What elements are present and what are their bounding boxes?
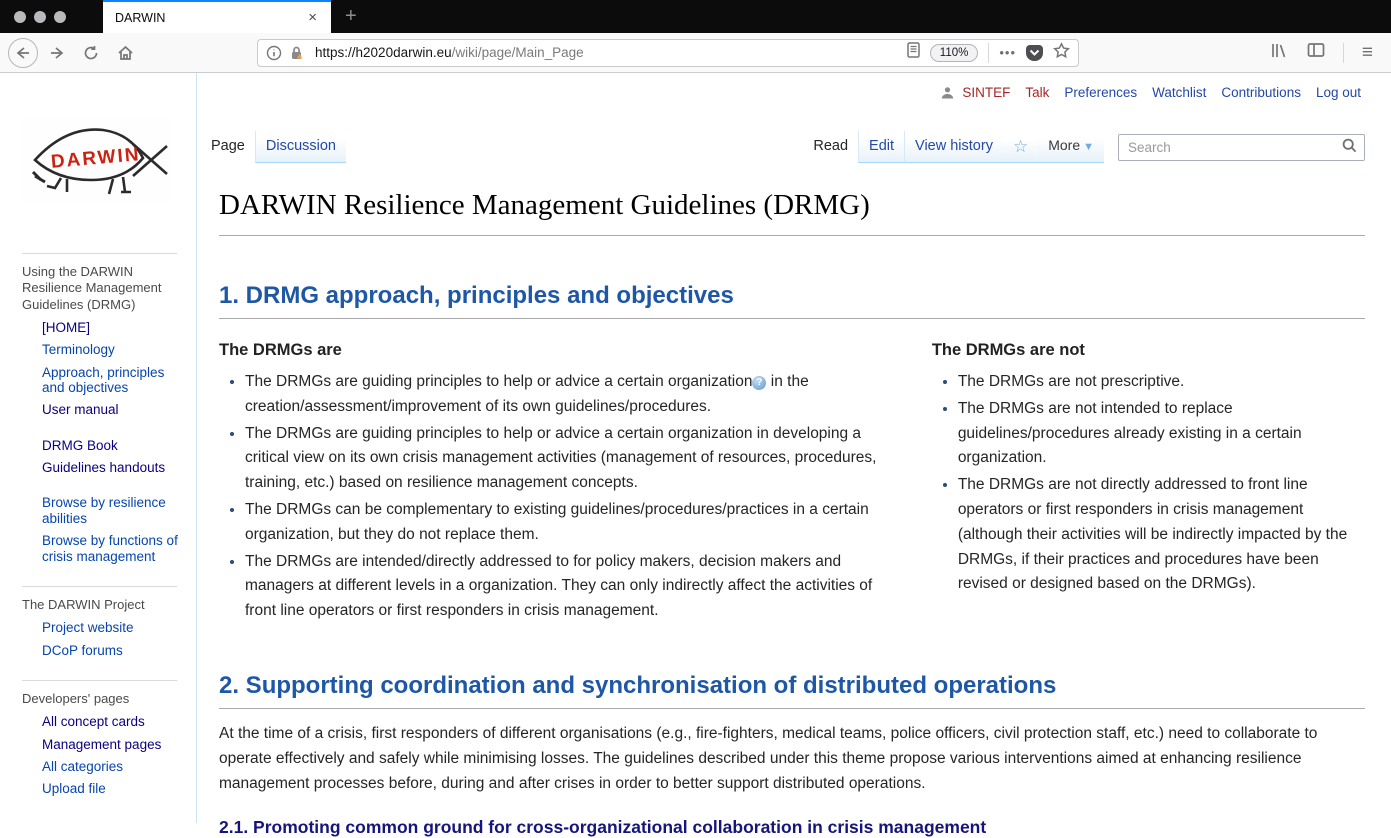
- menu-icon[interactable]: ≡: [1361, 42, 1373, 63]
- sidebar-divider: [22, 586, 177, 587]
- personal-link-preferences[interactable]: Preferences: [1064, 85, 1138, 100]
- section-2-paragraph: At the time of a crisis, first responders of different organisations (e.g., fire-fighters, medical teams, police officers, civil protection staff, etc.) need to collaborate to operate effectively and safely while minimising losses. The guidelines described under this theme propose various interventions aimed at enhancing resilience management processes before, during and after crises in order to better support distributed operations.: [219, 724, 1318, 793]
- more-menu-tab[interactable]: [1038, 129, 1104, 163]
- sidebar-item: [42, 460, 190, 475]
- page-info-icon[interactable]: [266, 45, 282, 61]
- sidebar-heading-using-the-darwin-resilience-ma: Using the DARWIN Resilience Management Guidelines (DRMG): [22, 264, 162, 312]
- drmgs-are-list: [219, 370, 907, 624]
- sidebar-link-group: [22, 620, 190, 658]
- personal-link-log-out[interactable]: Log out: [1315, 85, 1361, 100]
- back-button[interactable]: [8, 38, 38, 68]
- drmg-columns: [219, 333, 1365, 626]
- bullet-item: • The DRMGs are not intended to replace guidelines/procedures already existing in a certain organization.: [958, 397, 1365, 471]
- wiki-tabs-left: [201, 131, 346, 163]
- sidebar-divider: [22, 680, 177, 681]
- sidebar-link-management-pages[interactable]: Management pages: [42, 736, 162, 752]
- forward-button[interactable]: [42, 38, 72, 68]
- bullet-item: • The DRMGs can be complementary to existing guidelines/procedures/practices in a certain organization, but they do not replace them.: [245, 498, 907, 548]
- svg-text:DARWIN: DARWIN: [50, 144, 142, 173]
- tab-page[interactable]: Page: [201, 131, 255, 163]
- watch-star-tab[interactable]: ☆: [1003, 132, 1038, 163]
- sidebar-nav: [0, 253, 196, 797]
- url-domain: h2020darwin.eu: [355, 45, 452, 60]
- search-box[interactable]: [1118, 134, 1365, 161]
- new-tab-button[interactable]: +: [345, 5, 357, 27]
- url-bar[interactable]: [257, 39, 1079, 67]
- sidebar-toggle-icon[interactable]: [1307, 42, 1325, 63]
- section-2-1-heading: 2.1. Promoting common ground for cross-organizational collaboration in crisis management: [219, 817, 987, 838]
- drmgs-are-subheading: The DRMGs are: [219, 341, 342, 359]
- bullet-item: • The DRMGs are not prescriptive.: [958, 370, 1365, 395]
- wiki-page: [0, 73, 1391, 838]
- search-input[interactable]: [1126, 139, 1342, 156]
- sidebar-item: [42, 320, 190, 335]
- bullet-item: • The DRMGs are not directly addressed to front line operators or first responders in crisis management (although their activities will be indirectly impacted by the DRMGs, if their practices and procedures have been revised or designed based on the DRMGs).: [958, 473, 1365, 597]
- section-2-heading: 2. Supporting coordination and synchronisation of distributed operations: [219, 672, 1365, 709]
- sidebar-item: [42, 365, 190, 396]
- sidebar-link-project-website[interactable]: Project website: [42, 620, 134, 636]
- wiki-tabs-row: [201, 129, 1365, 163]
- sidebar-link-browse-by-functions-of-crisis-management[interactable]: Browse by functions of crisis management: [42, 533, 178, 564]
- article: [219, 189, 1365, 838]
- chevron-down-icon: ▼: [1083, 141, 1094, 153]
- sidebar-divider: [22, 253, 177, 254]
- user-icon: [941, 86, 954, 99]
- sidebar-link-approach-principles-and-objectives[interactable]: Approach, principles and objectives: [42, 364, 165, 395]
- reload-button[interactable]: [76, 38, 106, 68]
- sidebar-item: [42, 781, 190, 796]
- search-icon[interactable]: [1342, 138, 1357, 158]
- personal-bar-links: [962, 85, 1361, 100]
- sidebar-item: [42, 737, 190, 752]
- home-button[interactable]: [110, 38, 140, 68]
- sidebar-item: [42, 495, 190, 526]
- browser-tab-title: DARWIN: [115, 10, 166, 25]
- sidebar-item: [42, 643, 190, 658]
- sidebar-link-user-manual[interactable]: User manual: [42, 402, 119, 418]
- reader-mode-icon[interactable]: [907, 42, 920, 63]
- home-icon: [117, 45, 134, 61]
- window-zoom-button[interactable]: [54, 11, 66, 23]
- bullet-item: • The DRMGs are guiding principles to help or advice a certain organization in developing a critical view on its own crisis management activities (management of resources, procedures, training, etc.) based on resilience management concepts.: [245, 422, 907, 496]
- reload-icon: [83, 45, 99, 61]
- sidebar-item: [42, 714, 190, 729]
- drmgs-are-column: [219, 333, 907, 626]
- personal-bar: [941, 85, 1361, 100]
- url-text: [315, 45, 584, 60]
- sidebar-link-terminology[interactable]: Terminology: [42, 342, 115, 358]
- tab-read[interactable]: Read: [803, 131, 858, 163]
- sidebar-heading-developers-pages: Developers' pages: [22, 690, 130, 706]
- bullet-item: • The DRMGs are guiding principles to help or advice a certain organization ? in the creation/assessment/improvement of its own guidelines/procedures.: [245, 370, 907, 420]
- sidebar-item: [42, 533, 190, 564]
- darwin-fish-logo-image: [21, 118, 171, 200]
- page-actions-icon[interactable]: •••: [999, 45, 1016, 60]
- help-tooltip-icon[interactable]: ?: [752, 376, 766, 390]
- tab-edit[interactable]: Edit: [858, 131, 904, 163]
- window-close-button[interactable]: [14, 11, 26, 23]
- sidebar-link-guidelines-handouts[interactable]: Guidelines handouts: [42, 460, 166, 475]
- tab-view-history[interactable]: View history: [904, 131, 1003, 163]
- personal-link-contributions[interactable]: Contributions: [1221, 85, 1301, 100]
- browser-tab-bar: [0, 0, 1391, 33]
- pocket-icon[interactable]: [1026, 45, 1043, 61]
- sidebar-link-dcop-forums[interactable]: DCoP forums: [42, 642, 123, 658]
- sidebar-heading-the-darwin-project: The DARWIN Project: [22, 596, 145, 612]
- browser-toolbar: [0, 33, 1391, 73]
- browser-tab[interactable]: [103, 0, 331, 33]
- more-label: More: [1048, 137, 1081, 153]
- sidebar-link-browse-by-resilience-abilities[interactable]: Browse by resilience abilities: [42, 495, 166, 526]
- back-arrow-icon: [8, 38, 38, 68]
- toolbar-separator: [1343, 43, 1344, 63]
- sidebar-link-group: [22, 714, 190, 797]
- sidebar-link-drmg-book[interactable]: DRMG Book: [42, 437, 118, 453]
- sidebar-link-home[interactable]: [HOME]: [42, 319, 91, 335]
- sidebar-item: [42, 620, 190, 635]
- window-controls: [0, 0, 103, 33]
- page-title: DARWIN Resilience Management Guidelines (DRMG): [219, 189, 1365, 236]
- sidebar-link-all-categories[interactable]: All categories: [42, 758, 124, 774]
- drmgs-are-not-list: [932, 370, 1365, 597]
- wiki-logo[interactable]: [20, 117, 172, 201]
- forward-arrow-icon: [49, 46, 65, 60]
- sidebar-item: [42, 402, 190, 417]
- url-protocol: https://: [315, 45, 356, 60]
- drmgs-are-not-subheading: The DRMGs are not: [931, 341, 1085, 359]
- personal-link-sintef[interactable]: SINTEF: [962, 85, 1011, 100]
- sidebar-item: [42, 342, 190, 357]
- sidebar-item: [42, 438, 190, 453]
- bookmark-star-icon[interactable]: [1053, 42, 1070, 64]
- personal-link-watchlist[interactable]: Watchlist: [1152, 85, 1207, 100]
- content-area: [196, 73, 1391, 838]
- tab-discussion[interactable]: Discussion: [255, 131, 346, 163]
- sidebar-link-group: [22, 438, 190, 476]
- sidebar-link-group: [22, 495, 190, 564]
- sidebar-link-group: [22, 320, 190, 418]
- urlbar-separator: [988, 43, 989, 63]
- tab-close-icon[interactable]: ×: [308, 9, 317, 26]
- drmgs-are-not-column: [932, 333, 1365, 626]
- sidebar-item: [42, 759, 190, 774]
- wiki-tabs-right-tabs: [803, 131, 1003, 163]
- sidebar: [0, 73, 196, 823]
- sidebar-link-all-concept-cards[interactable]: All concept cards: [42, 714, 145, 730]
- zoom-level-button[interactable]: 110%: [930, 44, 979, 62]
- mixed-content-lock-icon[interactable]: [289, 45, 306, 61]
- window-minimize-button[interactable]: [34, 11, 46, 23]
- url-path: /wiki/page/Main_Page: [451, 45, 584, 60]
- personal-link-talk[interactable]: Talk: [1025, 85, 1050, 100]
- library-icon[interactable]: [1270, 42, 1289, 64]
- sidebar-link-upload-file[interactable]: Upload file: [42, 781, 106, 797]
- bullet-item: • The DRMGs are intended/directly addressed to for policy makers, decision makers and managers at different levels in a organization. They can only indirectly affect the activities of front line operators or first responders in crisis management.: [245, 550, 907, 624]
- section-1-heading: 1. DRMG approach, principles and objectives: [219, 282, 1365, 319]
